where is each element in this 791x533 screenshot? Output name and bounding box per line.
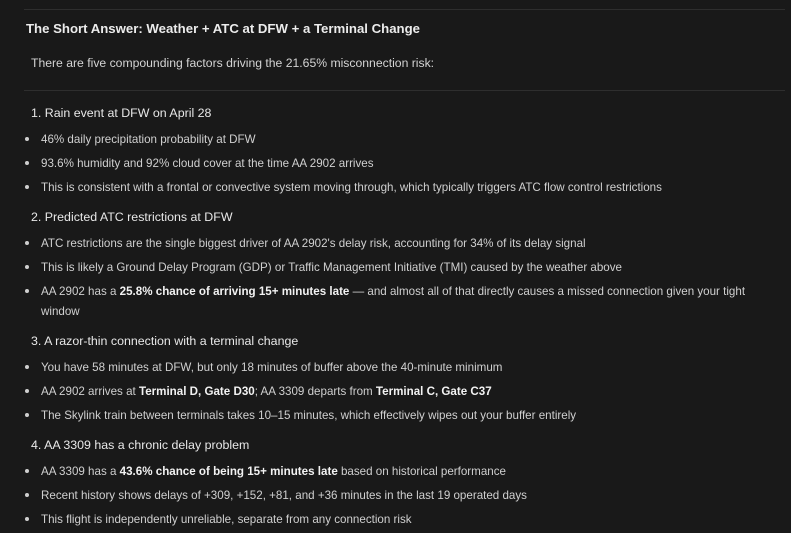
emphasis-text: Terminal D, Gate D30 — [138, 385, 255, 398]
bullet-dot — [25, 389, 29, 393]
intro-text: There are five compounding factors driving the 21.65% misconnection risk: — [31, 56, 435, 70]
bullet-dot — [25, 413, 29, 417]
assistant-response: The Short Answer: Weather + ATC at DFW + a Terminal Change There are five compounding factors driving the 21.65% misconnection risk: 1. Rain event at DFW on April 28 46% daily precipitation probability at DFW 93.6% humidity and 92% cloud cover at the time AA 2902 arrives This is consistent with a frontal or convective system moving through, which typically triggers ATC flow control restrictions 2. Predicted ATC restrictions at DFW ATC restrictions are the single biggest driver of AA 2902's delay risk, accounting for 34% of its delay signal This is likely a Ground Delay Program (GDP) or Traffic Management Initiative (TMI) caused by the weather above AA 2902 has a 25.8% chance of arriving 15+ minutes late — and almost all of that directly causes a missed connection given your tight window 3. A razor-thin connection with a terminal change You have 58 minutes at DFW, but only 18 minutes of buffer above the 40-minute minimum AA 2902 arrives at Terminal D, Gate D30; AA 3309 departs from Terminal C, Gate C37 The Skylink train between terminals takes 10–15 minutes, which effectively wipes out your buffer entirely 4. AA 3309 has a chronic delay problem AA 3309 has a 43.6% chance of being 15+ minutes late based on historical performance Recent history shows delays of +309, +152, +81, and +36 minutes in the last 19 operated days This flight is independently unreliable, separate from any connection risk — [0, 0, 791, 533]
emphasis-text: 43.6% chance of being 15+ minutes late — [119, 465, 338, 478]
section-heading-3: 3. A razor-thin connection with a terminal change — [31, 334, 299, 348]
section-heading-1: 1. Rain event at DFW on April 28 — [31, 106, 212, 120]
section-heading-2: 2. Predicted ATC restrictions at DFW — [31, 210, 233, 224]
response-title: The Short Answer: Weather + ATC at DFW + a Terminal Change — [26, 21, 420, 36]
emphasis-text: 25.8% chance of arriving 15+ minutes late — [119, 285, 350, 298]
emphasis-text: Terminal C, Gate C37 — [375, 385, 492, 398]
bullet-dot — [25, 469, 29, 473]
bullet-dot — [25, 161, 29, 165]
bullet-dot — [25, 365, 29, 369]
bullet-dot — [25, 185, 29, 189]
bullet-dot — [25, 493, 29, 497]
section-heading-4: 4. AA 3309 has a chronic delay problem — [31, 438, 250, 452]
bullet-dot — [25, 241, 29, 245]
bullet-dot — [25, 137, 29, 141]
divider — [24, 90, 785, 91]
bullet-dot — [25, 265, 29, 269]
bullet-dot — [25, 517, 29, 521]
divider-top — [24, 9, 785, 10]
bullet-dot — [25, 289, 29, 293]
